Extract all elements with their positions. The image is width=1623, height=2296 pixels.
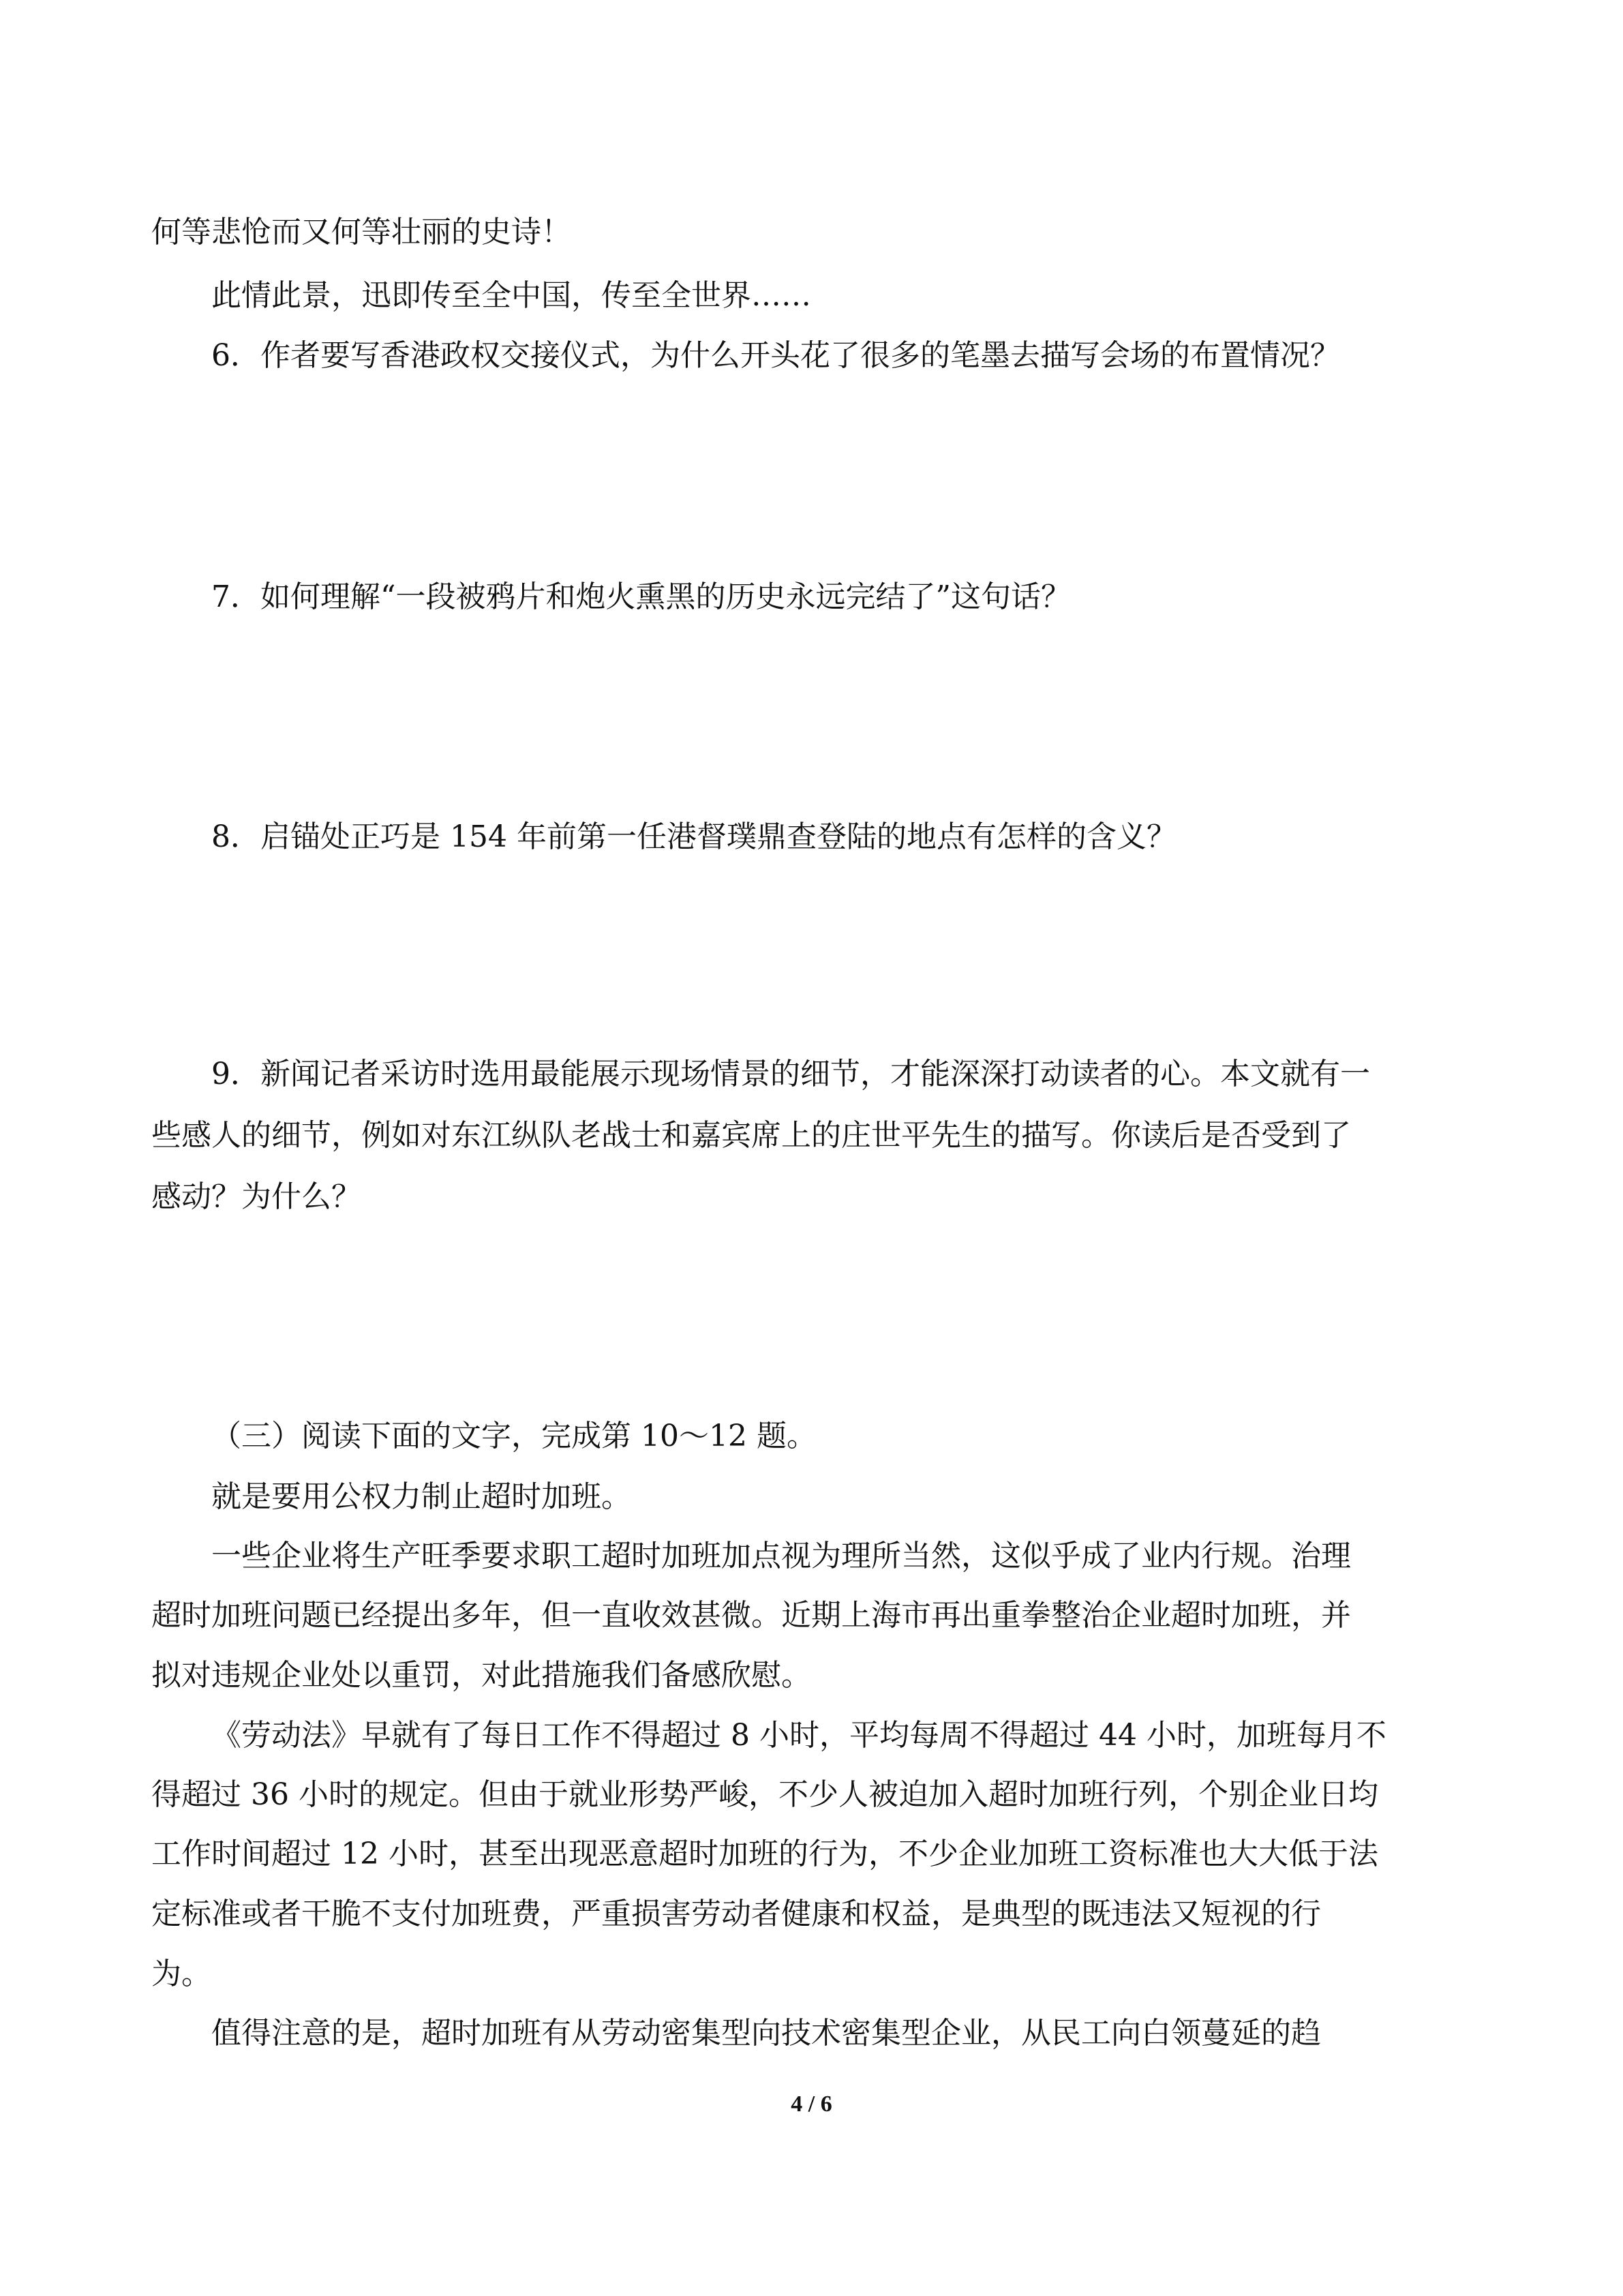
paragraph-2-line-5: 为。 xyxy=(151,1957,211,1991)
question-7: 7．如何理解“一段被鸦片和炮火熏黑的历史永远完结了”这句话？ xyxy=(211,579,1071,614)
paragraph-2-line-3: 工作时间超过 12 小时，甚至出现恶意超时加班的行为，不少企业加班工资标准也大大低于法 xyxy=(151,1837,1378,1871)
page-number: 4 / 6 xyxy=(791,2091,832,2117)
text-line: 此情此景，迅即传至全中国，传至全世界…… xyxy=(211,278,811,313)
section-heading: （三）阅读下面的文字，完成第 10～12 题。 xyxy=(211,1419,817,1453)
paragraph-1-line-3: 拟对违规企业处以重罚，对此措施我们备感欣慰。 xyxy=(151,1658,811,1693)
question-9-line-3: 感动？为什么？ xyxy=(151,1179,361,1214)
article-title: 就是要用公权力制止超时加班。 xyxy=(211,1479,631,1514)
question-6: 6．作者要写香港政权交接仪式，为什么开头花了很多的笔墨去描写会场的布置情况？ xyxy=(211,338,1340,373)
text-line: 何等悲怆而又何等壮丽的史诗！ xyxy=(151,215,571,250)
paragraph-3-line-1: 值得注意的是，超时加班有从劳动密集型向技术密集型企业，从民工向白领蔓延的趋 xyxy=(211,2016,1321,2051)
question-9-line-1: 9．新闻记者采访时选用最能展示现场情景的细节，才能深深打动读者的心。本文就有一 xyxy=(211,1057,1370,1091)
question-8: 8．启锚处正巧是 154 年前第一任港督璞鼎查登陆的地点有怎样的含义？ xyxy=(211,819,1177,854)
paragraph-2-line-4: 定标准或者干脆不支付加班费，严重损害劳动者健康和权益，是典型的既违法又短视的行 xyxy=(151,1897,1321,1931)
paragraph-2-line-2: 得超过 36 小时的规定。但由于就业形势严峻，不少人被迫加入超时加班行列，个别企业日均 xyxy=(151,1777,1378,1812)
paragraph-1-line-2: 超时加班问题已经提出多年，但一直收效甚微。近期上海市再出重拳整治企业超时加班，并 xyxy=(151,1598,1351,1633)
paragraph-1-line-1: 一些企业将生产旺季要求职工超时加班加点视为理所当然，这似乎成了业内行规。治理 xyxy=(211,1539,1351,1573)
paragraph-2-line-1: 《劳动法》早就有了每日工作不得超过 8 小时，平均每周不得超过 44 小时，加班每月不 xyxy=(211,1718,1386,1753)
question-9-line-2: 些感人的细节，例如对东江纵队老战士和嘉宾席上的庄世平先生的描写。你读后是否受到了 xyxy=(151,1118,1351,1153)
